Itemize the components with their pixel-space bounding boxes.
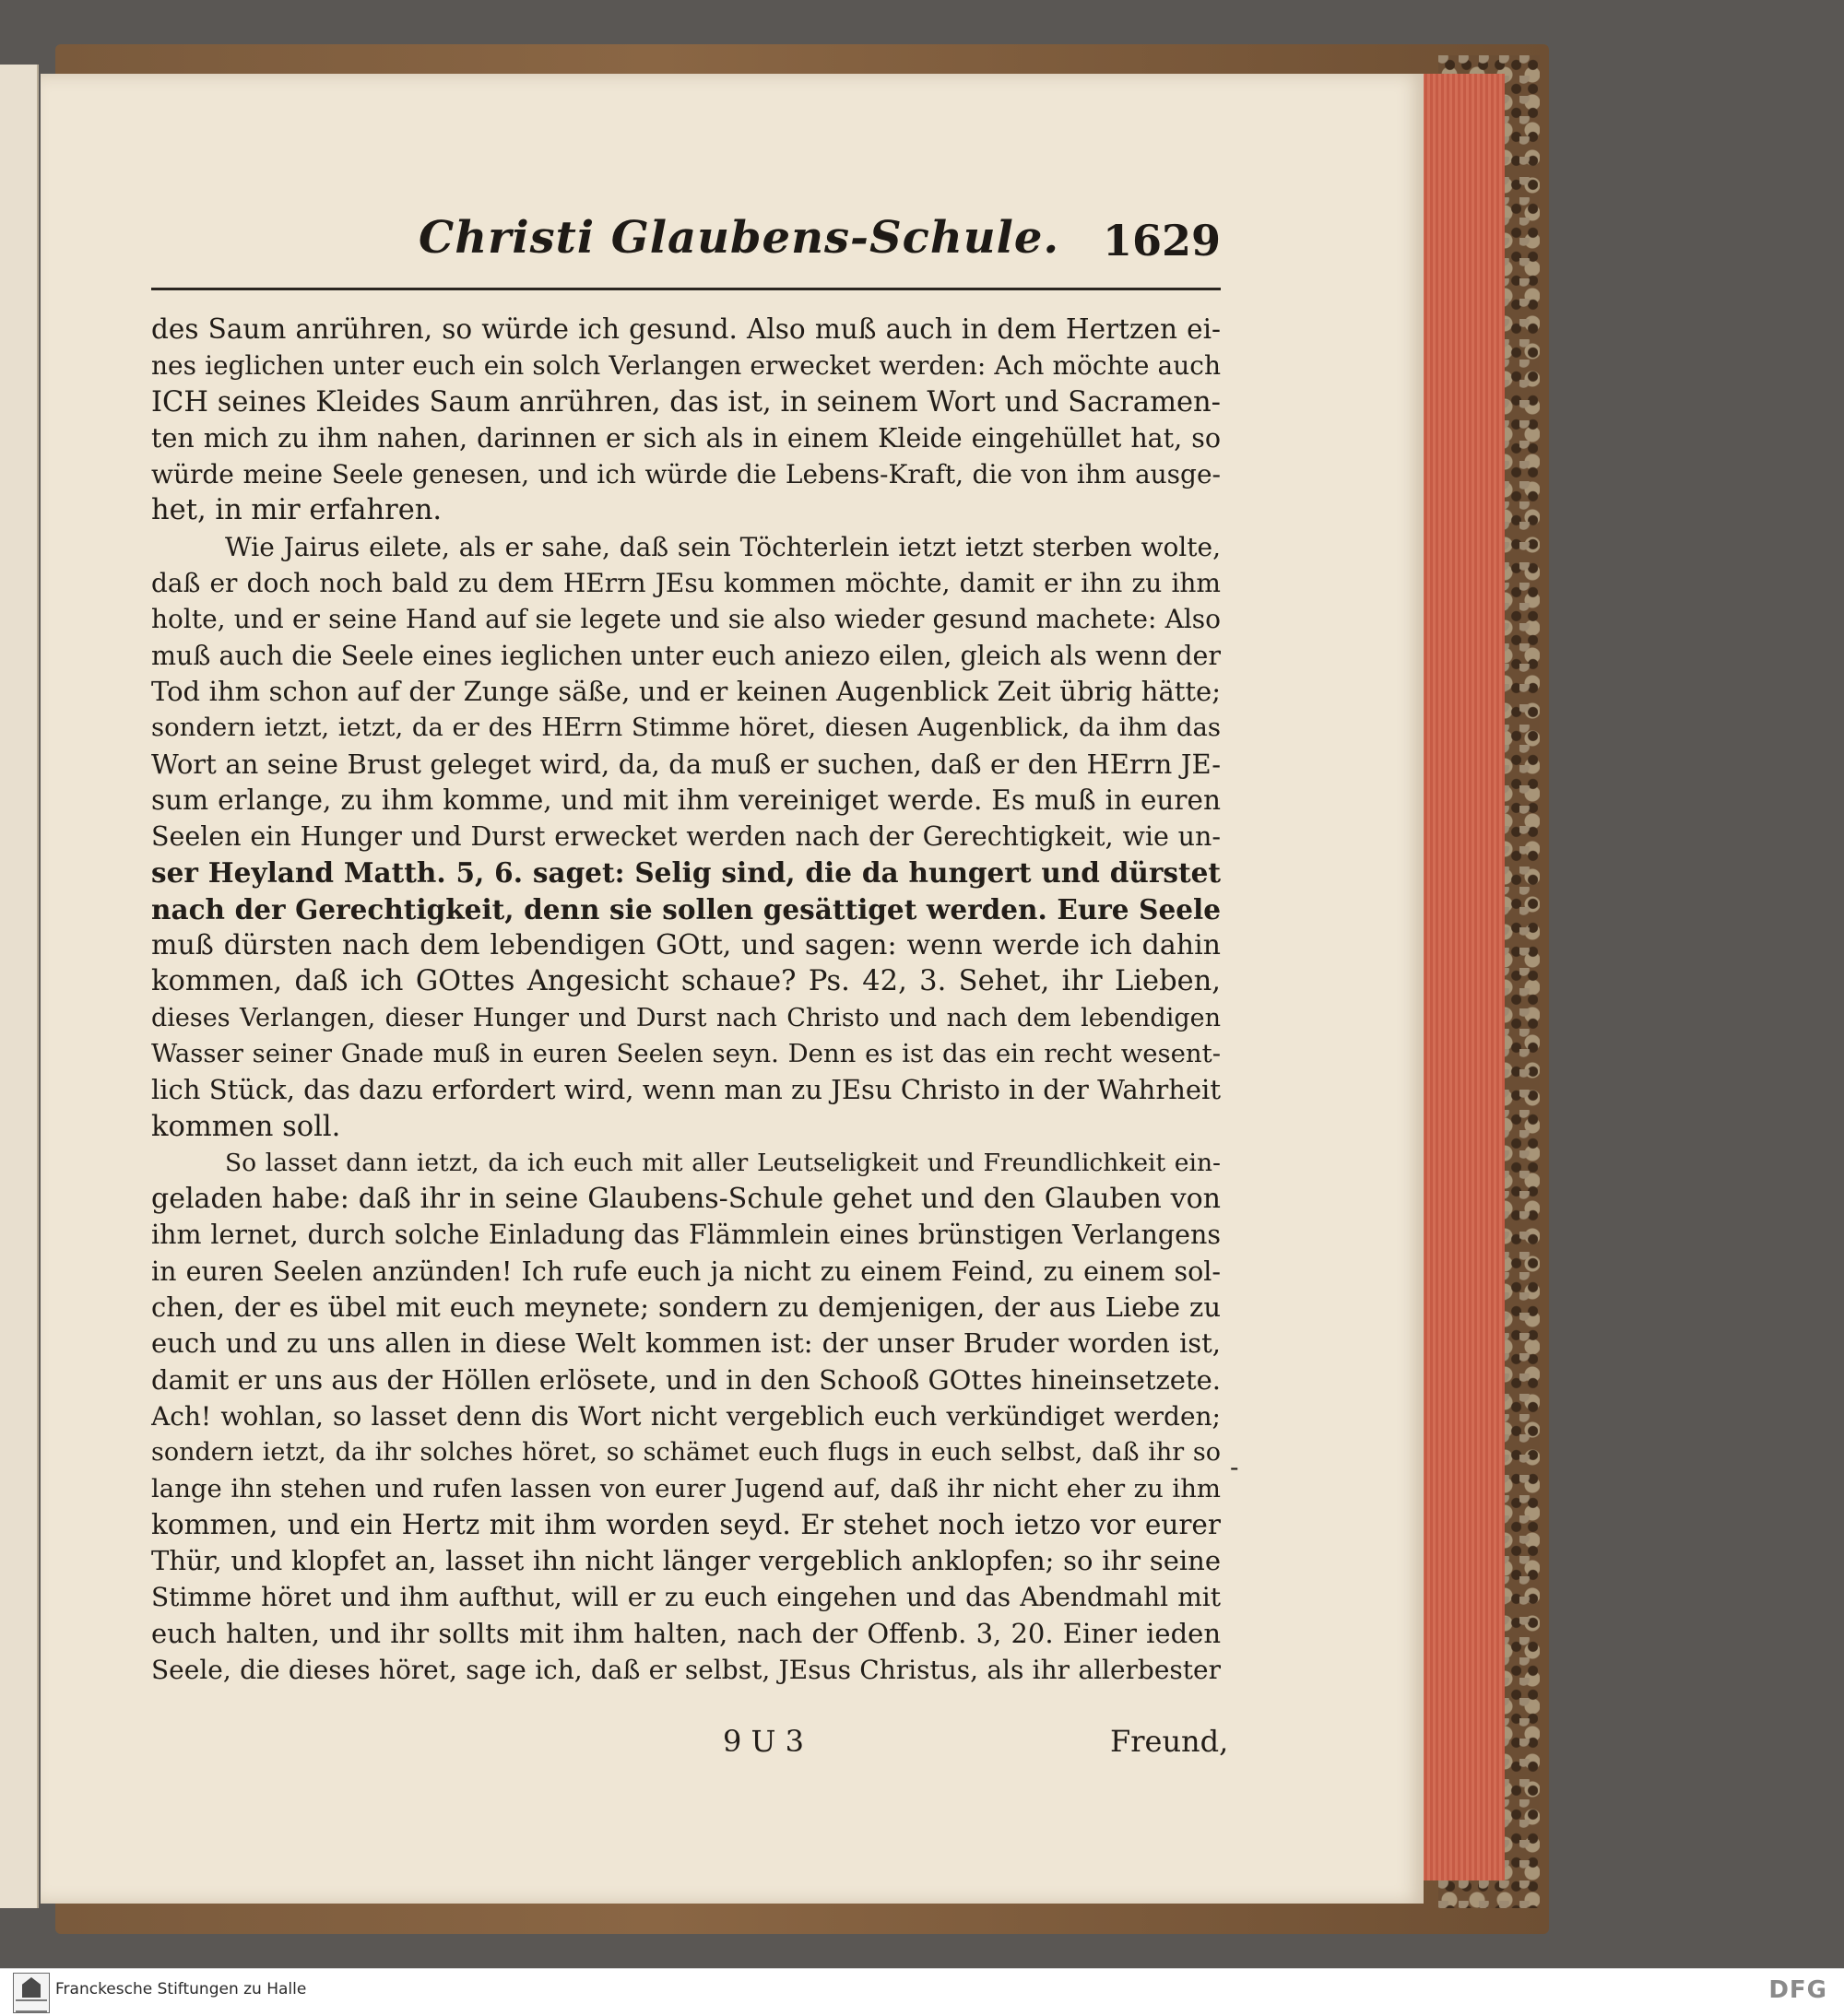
text-line: Thür, und klopfet an, lasset ihn nicht länger vergeblich anklopfen; so ihr seine — [151, 1545, 1221, 1577]
text-line: ser Heyland Matth. 5, 6. saget: Selig sind, die da hungert und dürstet — [151, 856, 1221, 890]
text-line: Tod ihm schon auf der Zunge säße, und er keinen Augenblick Zeit übrig hätte; — [151, 675, 1221, 707]
running-head: Christi Glaubens-Schule. — [419, 212, 1060, 264]
body-text — [151, 312, 1221, 1688]
text-line: ihm lernet, durch solche Einladung das Flämmlein eines brünstigen Verlangens — [151, 1220, 1221, 1251]
text-line: ICH seines Kleides Saum anrühren, das ist, in seinem Wort und Sacramen- — [151, 385, 1221, 419]
text-line: chen, der es übel mit euch meynete; sondern zu demjenigen, der aus Liebe zu — [151, 1291, 1221, 1324]
text-line: ten mich zu ihm nahen, darinnen er sich als in einem Kleide eingehüllet hat, so — [151, 422, 1221, 454]
text-line: Ach! wohlan, so lasset denn dis Wort nicht vergeblich euch verkündiget werden; — [151, 1400, 1221, 1432]
text-line: holte, und er seine Hand auf sie legete und sie also wieder gesund machete: Also — [151, 604, 1221, 635]
text-line: Seelen ein Hunger und Durst erwecket werden nach der Gerechtigkeit, wie un- — [151, 821, 1221, 853]
text-line: So lasset dann ietzt, da ich euch mit aller Leutseligkeit und Freundlichkeit ein- — [225, 1148, 1221, 1177]
text-line: Wort an seine Brust geleget wird, da, da muß er suchen, daß er den HErrn JE- — [151, 748, 1221, 780]
viewer-footer-bar — [0, 1968, 1844, 2016]
text-line: Stimme höret und ihm aufthut, will er zu euch eingehen und das Abendmahl mit — [151, 1582, 1221, 1613]
text-line: sondern ietzt, ietzt, da er des HErrn Stimme höret, diesen Augenblick, da ihm das — [151, 713, 1221, 743]
catchword: Freund, — [1110, 1724, 1229, 1759]
facing-page-edge — [0, 65, 39, 1908]
text-line: lange ihn stehen und rufen lassen von eurer Jugend auf, daß ihr nicht eher zu ihm — [151, 1473, 1221, 1503]
text-line: sum erlange, zu ihm komme, und mit ihm vereiniget werde. Es muß in euren — [151, 784, 1221, 816]
text-line: sondern ietzt, da ihr solches höret, so schämet euch flugs in euch selbst, daß ihr so — [151, 1438, 1221, 1468]
text-line: het, in mir erfahren. — [151, 494, 443, 527]
text-line: damit er uns aus der Höllen erlösete, und in den Schooß GOttes hineinsetzete. — [151, 1363, 1221, 1396]
red-page-edges — [1420, 74, 1505, 1880]
page-header — [151, 205, 1221, 290]
text-line: Wie Jairus eilete, als er sahe, daß sein Töchterlein ietzt ietzt sterben wolte, — [225, 531, 1221, 562]
text-line: kommen, und ein Hertz mit ihm worden seyd. Er stehet noch ietzo vor eurer — [151, 1508, 1221, 1540]
text-line: lich Stück, das dazu erfordert wird, wenn man zu JEsu Christo in der Wahrheit — [151, 1074, 1221, 1106]
text-line: daß er doch noch bald zu dem HErrn JEsu kommen möchte, damit er ihn zu ihm — [151, 568, 1221, 599]
text-line: Wasser seiner Gnade muß in euren Seelen seyn. Denn es ist das ein recht wesent- — [151, 1038, 1221, 1068]
building-icon — [22, 1977, 41, 1998]
text-line: euch und zu uns allen in diese Welt kommen ist: der unser Bruder worden ist, — [151, 1327, 1221, 1360]
margin-mark: - — [1230, 1452, 1239, 1482]
text-line: geladen habe: daß ihr in seine Glaubens-Schule gehet und den Glauben von — [151, 1183, 1221, 1216]
page-number: 1629 — [1102, 216, 1221, 265]
logo-caption-lines — [16, 1999, 47, 2012]
text-line: dieses Verlangen, dieser Hunger und Durst nach Christo und nach dem lebendigen — [151, 1003, 1221, 1032]
text-line: nach der Gerechtigkeit, denn sie sollen gesättiget werden. Eure Seele — [151, 892, 1221, 925]
institution-name[interactable]: Franckesche Stiftungen zu Halle — [55, 1980, 307, 1998]
text-line: Seele, die dieses höret, sage ich, daß er selbst, JEsus Christus, als ihr allerbester — [151, 1654, 1221, 1685]
text-line: des Saum anrühren, so würde ich gesund. Also muß auch in dem Hertzen ei- — [151, 313, 1221, 345]
text-line: muß auch die Seele eines ieglichen unter euch aniezo eilen, gleich als wenn der — [151, 640, 1221, 671]
text-line: muß dürsten nach dem lebendigen GOtt, und sagen: wenn werde ich dahin — [151, 929, 1221, 962]
dfg-logo[interactable]: DFG — [1768, 1976, 1827, 2004]
signature-mark: 9 U 3 — [723, 1724, 805, 1759]
text-line: würde meine Seele genesen, und ich würde die Lebens-Kraft, die von ihm ausge- — [151, 459, 1221, 490]
text-line: kommen, daß ich GOttes Angesicht schaue? Ps. 42, 3. Sehet, ihr Lieben, — [151, 965, 1221, 998]
text-line: in euren Seelen anzünden! Ich rufe euch ja nicht zu einem Feind, zu einem sol- — [151, 1256, 1221, 1287]
institution-logo-icon[interactable] — [13, 1973, 50, 2013]
text-line: nes ieglichen unter euch ein solch Verlangen erwecket werden: Ach möchte auch — [151, 350, 1221, 382]
book-page — [41, 74, 1424, 1904]
text-line: euch halten, und ihr sollts mit ihm halten, nach der Offenb. 3, 20. Einer ieden — [151, 1617, 1221, 1649]
text-line: kommen soll. — [151, 1110, 341, 1143]
